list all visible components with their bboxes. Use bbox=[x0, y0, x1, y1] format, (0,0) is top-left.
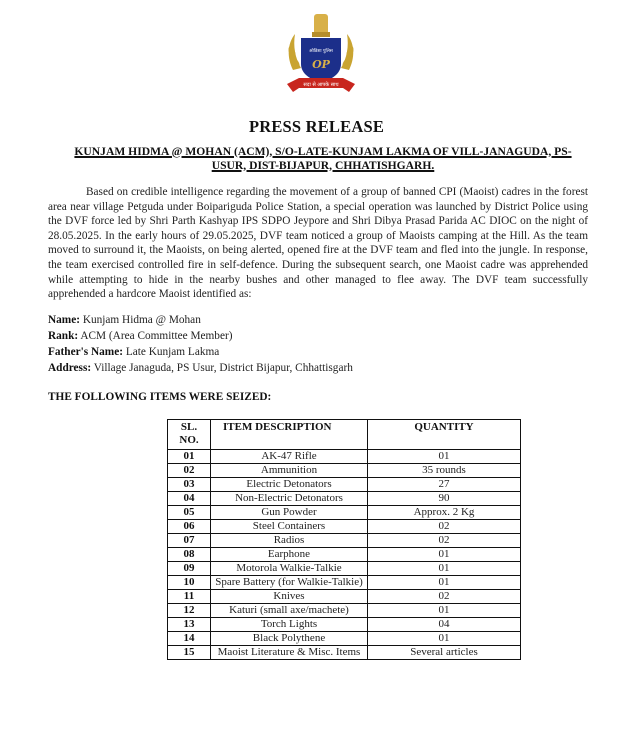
svg-text:सदा से आपके साथ: सदा से आपके साथ bbox=[303, 82, 339, 88]
seized-heading: THE FOLLOWING ITEMS WERE SEIZED: bbox=[48, 391, 272, 403]
cell-sl-no: 11 bbox=[168, 590, 211, 604]
cell-quantity: 01 bbox=[368, 604, 521, 618]
cell-quantity: Approx. 2 Kg bbox=[368, 506, 521, 520]
cell-item: Ammunition bbox=[211, 464, 368, 478]
cell-item: Gun Powder bbox=[211, 506, 368, 520]
cell-quantity: 01 bbox=[368, 576, 521, 590]
table-row bbox=[168, 492, 521, 506]
odisha-police-emblem-icon bbox=[283, 8, 359, 100]
cell-sl-no: 08 bbox=[168, 548, 211, 562]
table-row bbox=[168, 576, 521, 590]
cell-item: Maoist Literature & Misc. Items bbox=[211, 646, 368, 660]
cell-sl-no: 06 bbox=[168, 520, 211, 534]
cell-sl-no: 02 bbox=[168, 464, 211, 478]
accused-details bbox=[48, 312, 353, 376]
table-row bbox=[168, 646, 521, 660]
header-sl-no: SL. NO. bbox=[168, 420, 211, 450]
cell-sl-no: 10 bbox=[168, 576, 211, 590]
cell-item: Black Polythene bbox=[211, 632, 368, 646]
cell-sl-no: 14 bbox=[168, 632, 211, 646]
detail-name: Name: Kunjam Hidma @ Mohan bbox=[48, 314, 201, 326]
cell-quantity: Several articles bbox=[368, 646, 521, 660]
cell-item: Non-Electric Detonators bbox=[211, 492, 368, 506]
svg-text:OP: OP bbox=[312, 58, 330, 71]
cell-item: Electric Detonators bbox=[211, 478, 368, 492]
cell-quantity: 90 bbox=[368, 492, 521, 506]
body-paragraph-text: Based on credible intelligence regarding the movement of a group of banned CPI (Maoist) cadres in the forest area near village Petguda under Boipariguda Police Station, a special operation was launched by District Police using the DVF force led by Shri Parth Kashyap IPS SDPO Jeypore and Shri Dibya Prasad Parida AC DIOC on the night of 28.05.2025. In the early hours of 29.05.2025, DVF team noticed a group of Maoists camping at the Hill. As the team moved to surround it, the Maoists, on being alerted, opened fire at the DVF team and fled into the jungle. In response, the team exercised controlled fire in self-defence. During the subsequent search, one Maoist cadre was apprehended while attempting to hide in the nearby bushes and other managed to flee away. The DVF team successfully apprehended a hardcore Maoist identified as: bbox=[48, 186, 588, 301]
table-row bbox=[168, 632, 521, 646]
page-title: PRESS RELEASE bbox=[248, 117, 385, 136]
cell-item: Steel Containers bbox=[211, 520, 368, 534]
cell-sl-no: 01 bbox=[168, 450, 211, 464]
cell-sl-no: 03 bbox=[168, 478, 211, 492]
cell-sl-no: 09 bbox=[168, 562, 211, 576]
cell-quantity: 02 bbox=[368, 590, 521, 604]
cell-sl-no: 12 bbox=[168, 604, 211, 618]
svg-text:ओडिशा पुलिस: ओडिशा पुलिस bbox=[309, 49, 333, 54]
cell-sl-no: 13 bbox=[168, 618, 211, 632]
table-row bbox=[168, 548, 521, 562]
cell-item: Earphone bbox=[211, 548, 368, 562]
cell-quantity: 02 bbox=[368, 534, 521, 548]
cell-quantity: 02 bbox=[368, 520, 521, 534]
detail-rank: Rank: ACM (Area Committee Member) bbox=[48, 330, 233, 342]
subject-heading: KUNJAM HIDMA @ MOHAN (ACM), S/O-LATE-KUNJAM LAKMA OF VILL-JANAGUDA, PS-USUR, DIST-BIJAPUR, CHHATISHGARH. bbox=[74, 145, 572, 172]
cell-quantity: 04 bbox=[368, 618, 521, 632]
table-row bbox=[168, 464, 521, 478]
detail-fathers-name: Father's Name: Late Kunjam Lakma bbox=[48, 346, 220, 358]
table-row bbox=[168, 520, 521, 534]
cell-item: Torch Lights bbox=[211, 618, 368, 632]
table-header-row bbox=[168, 420, 521, 450]
cell-item: Motorola Walkie-Talkie bbox=[211, 562, 368, 576]
detail-address: Address: Village Janaguda, PS Usur, District Bijapur, Chhattisgarh bbox=[48, 362, 353, 374]
table-row bbox=[168, 506, 521, 520]
cell-item: AK-47 Rifle bbox=[211, 450, 368, 464]
cell-sl-no: 07 bbox=[168, 534, 211, 548]
table-row bbox=[168, 478, 521, 492]
header-item-description: ITEM DESCRIPTION bbox=[211, 420, 368, 450]
header-quantity: QUANTITY bbox=[368, 420, 521, 450]
table-row bbox=[168, 562, 521, 576]
cell-sl-no: 04 bbox=[168, 492, 211, 506]
cell-item: Knives bbox=[211, 590, 368, 604]
cell-sl-no: 05 bbox=[168, 506, 211, 520]
cell-item: Katuri (small axe/machete) bbox=[211, 604, 368, 618]
cell-quantity: 01 bbox=[368, 450, 521, 464]
table-row bbox=[168, 450, 521, 464]
cell-item: Radios bbox=[211, 534, 368, 548]
cell-item: Spare Battery (for Walkie-Talkie) bbox=[211, 576, 368, 590]
table-row bbox=[168, 590, 521, 604]
seized-items-table bbox=[167, 419, 521, 660]
table-row bbox=[168, 604, 521, 618]
cell-quantity: 01 bbox=[368, 562, 521, 576]
cell-quantity: 27 bbox=[368, 478, 521, 492]
table-row bbox=[168, 534, 521, 548]
table-row bbox=[168, 618, 521, 632]
cell-quantity: 35 rounds bbox=[368, 464, 521, 478]
cell-quantity: 01 bbox=[368, 548, 521, 562]
body-paragraph bbox=[48, 185, 588, 302]
cell-sl-no: 15 bbox=[168, 646, 211, 660]
cell-quantity: 01 bbox=[368, 632, 521, 646]
